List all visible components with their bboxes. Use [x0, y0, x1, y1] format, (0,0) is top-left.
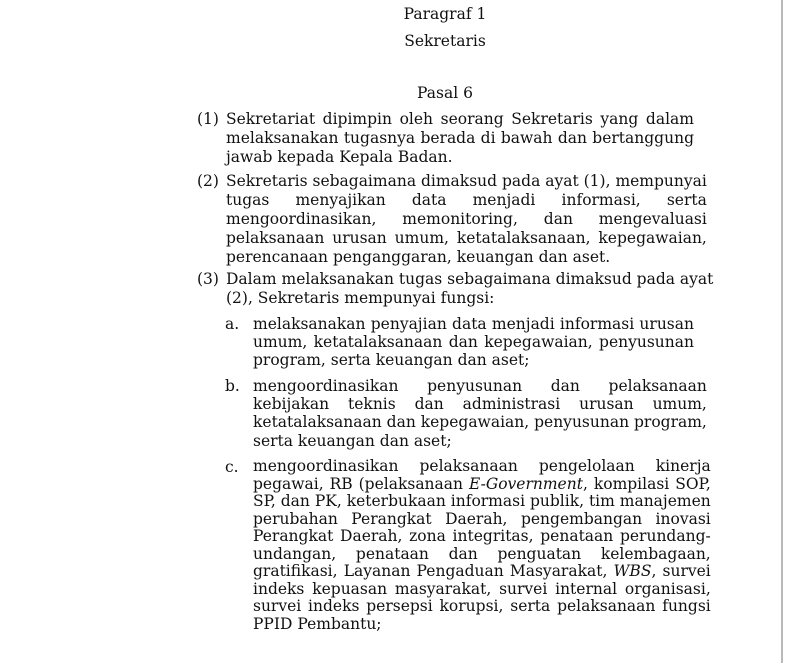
item-letter: a. — [225, 315, 240, 333]
text-line: survei indeks persepsi korupsi, serta pelaksanaan fungsi — [253, 597, 711, 615]
text-line: tugas menyajikan data menjadi informasi, serta — [226, 191, 707, 209]
ayat-number: (2) — [197, 172, 219, 190]
ayat-text — [226, 172, 707, 267]
text-line: (2), Sekretaris mempunyai fungsi: — [226, 289, 495, 307]
list-item-a — [225, 315, 694, 370]
ayat-3 — [197, 270, 714, 308]
list-item-b — [225, 377, 707, 450]
text-line: perencanaan penganggaran, keuangan dan aset. — [226, 248, 611, 266]
text-line — [253, 563, 711, 581]
text-line: mengoordinasikan pelaksanaan pengelolaan kinerja — [253, 457, 711, 475]
ayat-2 — [197, 172, 707, 267]
item-letter: c. — [225, 458, 239, 476]
text-line: Dalam melaksanakan tugas sebagaimana dimaksud pada ayat — [226, 270, 714, 288]
ayat-1 — [197, 110, 694, 167]
text-line: mengoordinasikan penyusunan dan pelaksanaan — [253, 377, 707, 395]
text-line: melaksanakan tugasnya berada di bawah dan bertanggung — [226, 129, 694, 147]
text-line: PPID Pembantu; — [253, 614, 382, 633]
ayat-text — [226, 110, 694, 167]
text-line: Perangkat Daerah, zona integritas, penataan perundang- — [253, 527, 711, 545]
italic-term: E-Government — [468, 474, 583, 493]
paragraf-heading: Paragraf 1 — [403, 5, 487, 23]
text-line: kebijakan teknis dan administrasi urusan umum, — [253, 395, 707, 414]
list-item-c — [225, 457, 711, 633]
text-segment: , survei — [651, 562, 711, 580]
text-line: perubahan Perangkat Daerah, pengembangan inovasi — [253, 509, 711, 528]
text-line: mengoordinasikan, memonitoring, dan mengevaluasi — [226, 210, 707, 228]
text-line: pelaksanaan urusan umum, ketatalaksanaan, kepegawaian, — [226, 229, 707, 247]
section-title: Sekretaris — [404, 32, 486, 50]
item-text — [253, 458, 711, 633]
ayat-number: (1) — [197, 110, 219, 128]
text-line: umum, ketatalaksanaan dan kepegawaian, penyusunan — [253, 333, 694, 352]
text-line — [253, 476, 711, 494]
text-segment: , kompilasi SOP, — [582, 474, 711, 493]
text-line: SP, dan PK, keterbukaan informasi publik, tim manajemen — [253, 492, 711, 510]
text-segment: pegawai, RB (pelaksanaan — [253, 474, 469, 493]
italic-term: WBS — [613, 562, 652, 580]
item-text — [253, 315, 694, 370]
text-line: jawab kepada Kepala Badan. — [226, 148, 453, 166]
text-line: undangan, penataan dan penguatan kelembagaan, — [253, 544, 711, 563]
text-line: Sekretaris sebagaimana dimaksud pada ayat (1), mempunyai — [226, 172, 707, 190]
text-line: ketatalaksanaan dan kepegawaian, penyusunan program, — [253, 413, 707, 432]
text-line: indeks kepuasan masyarakat, survei internal organisasi, — [253, 579, 711, 598]
text-line: program, serta keuangan dan aset; — [253, 351, 530, 370]
item-letter: b. — [225, 377, 240, 395]
text-line: Sekretariat dipimpin oleh seorang Sekretaris yang dalam — [226, 110, 694, 128]
text-line: melaksanakan penyajian data menjadi informasi urusan — [253, 315, 694, 333]
text-line: serta keuangan dan aset; — [253, 431, 452, 450]
ayat-text — [226, 270, 713, 308]
text-segment: gratifikasi, Layanan Pengaduan Masyarakat, — [253, 562, 614, 580]
item-text — [253, 377, 707, 450]
ayat-number: (3) — [197, 270, 219, 288]
pasal-heading: Pasal 6 — [417, 84, 473, 102]
